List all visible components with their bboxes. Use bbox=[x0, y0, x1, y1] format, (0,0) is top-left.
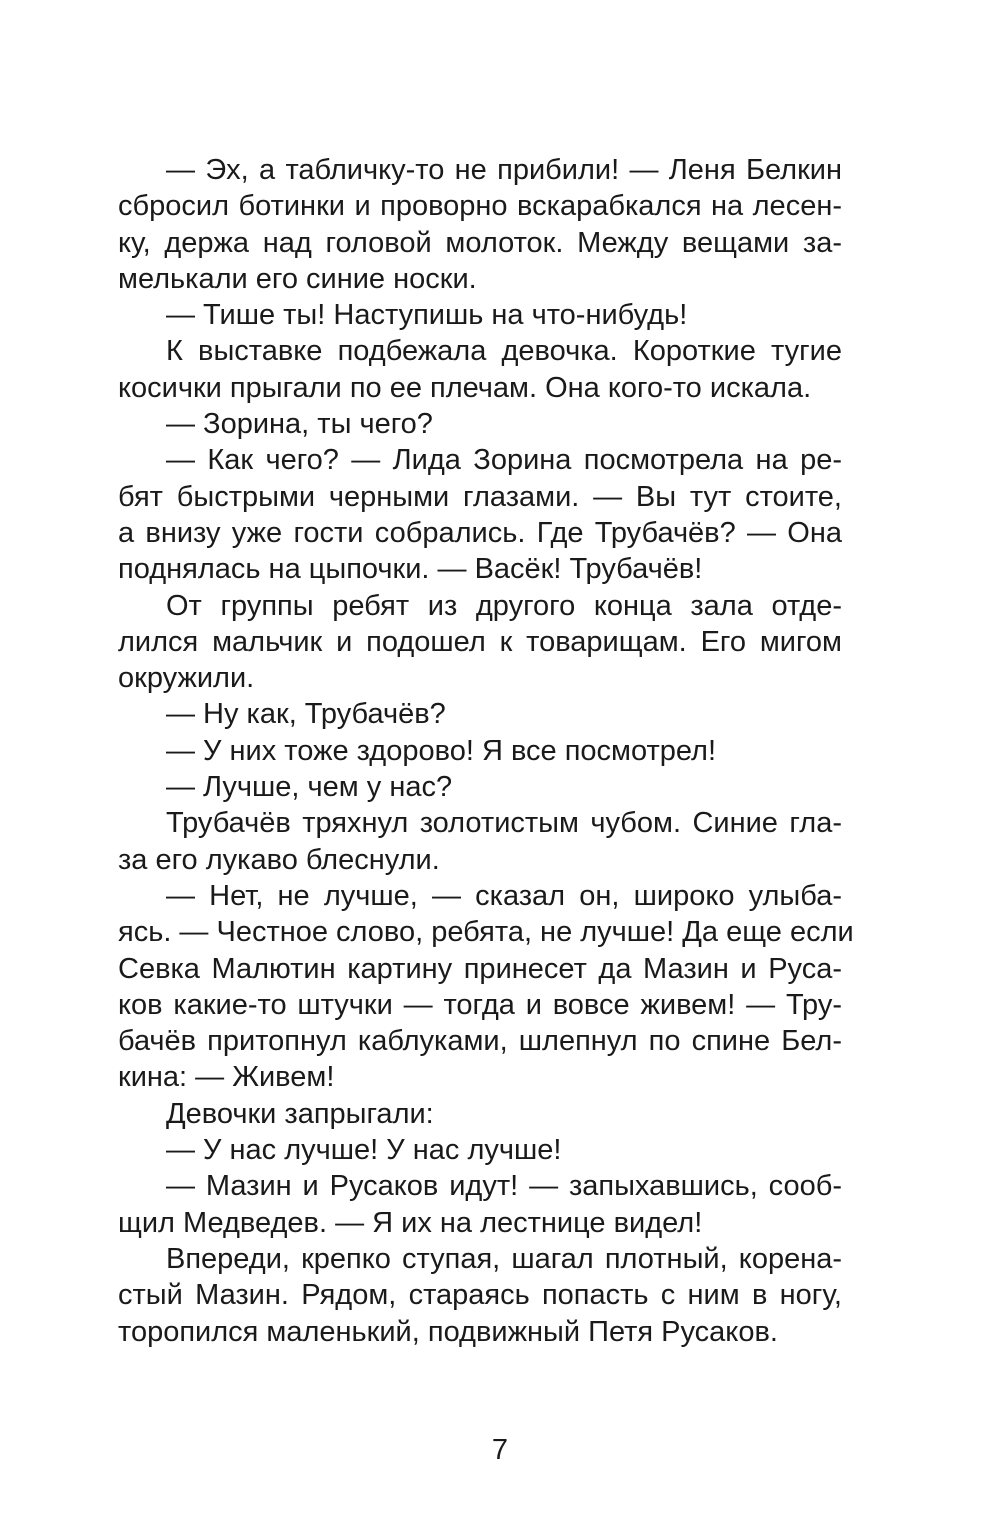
text-line: ков какие-то штучки — тогда и вовсе живем! — Тру- bbox=[118, 988, 842, 1021]
text-line: Трубачёв тряхнул золотистым чубом. Синие гла- bbox=[166, 807, 842, 840]
page-number: 7 bbox=[491, 1434, 509, 1466]
text-line: лился мальчик и подошел к товарищам. Его мигом bbox=[118, 625, 842, 658]
text-line: ясь. — Честное слово, ребята, не лучше! Да еще если bbox=[118, 916, 854, 949]
text-line: — Лучше, чем у нас? bbox=[166, 771, 453, 804]
text-line: — Эх, а табличку-то не прибили! — Леня Белкин bbox=[166, 154, 842, 186]
text-line: К выставке подбежала девочка. Короткие тугие bbox=[166, 335, 842, 368]
text-line: — Ну как, Трубачёв? bbox=[166, 698, 446, 731]
text-line: — Мазин и Русаков идут! — запыхавшись, сооб- bbox=[166, 1170, 842, 1203]
text-line: бачёв притопнул каблуками, шлепнул по спине Бел- bbox=[118, 1025, 842, 1058]
text-line: щил Медведев. — Я их на лестнице видел! bbox=[118, 1206, 703, 1239]
text-line: торопился маленький, подвижный Петя Русаков. bbox=[118, 1315, 778, 1348]
text-line: Девочки запрыгали: bbox=[166, 1097, 434, 1130]
text-line: Впереди, крепко ступая, шагал плотный, корена- bbox=[166, 1242, 842, 1275]
text-line: косички прыгали по ее плечам. Она кого-то искала. bbox=[118, 371, 812, 404]
text-line: за его лукаво блеснули. bbox=[118, 843, 440, 876]
text-line: бят быстрыми черными глазами. — Вы тут стоите, bbox=[118, 480, 842, 513]
text-line: — Тише ты! Наступишь на что-нибудь! bbox=[166, 299, 688, 332]
text-line: — Нет, не лучше, — сказал он, широко улыба- bbox=[166, 879, 842, 912]
text-line: От группы ребят из другого конца зала отде- bbox=[166, 589, 842, 622]
text-line: Севка Малютин картину принесет да Мазин и Руса- bbox=[118, 952, 842, 985]
body-text bbox=[118, 152, 854, 1350]
text-line: окружили. bbox=[118, 662, 255, 695]
text-line: кина: — Живем! bbox=[118, 1061, 335, 1094]
text-line: поднялась на цыпочки. — Васёк! Трубачёв! bbox=[118, 553, 703, 586]
text-line: — У них тоже здорово! Я все посмотрел! bbox=[166, 734, 717, 767]
text-line: — У нас лучше! У нас лучше! bbox=[166, 1134, 562, 1167]
text-line: а внизу уже гости собрались. Где Трубачёв? — Она bbox=[118, 516, 842, 549]
text-line: сбросил ботинки и проворно вскарабкался на лесен- bbox=[118, 190, 842, 223]
text-line: стый Мазин. Рядом, стараясь попасть с ним в ногу, bbox=[118, 1279, 842, 1312]
text-line: ку, держа над головой молоток. Между вещами за- bbox=[118, 226, 842, 259]
text-line: мелькали его синие носки. bbox=[118, 262, 477, 295]
text-line: — Зорина, ты чего? bbox=[166, 408, 433, 441]
text-line: — Как чего? — Лида Зорина посмотрела на ре- bbox=[166, 444, 842, 477]
